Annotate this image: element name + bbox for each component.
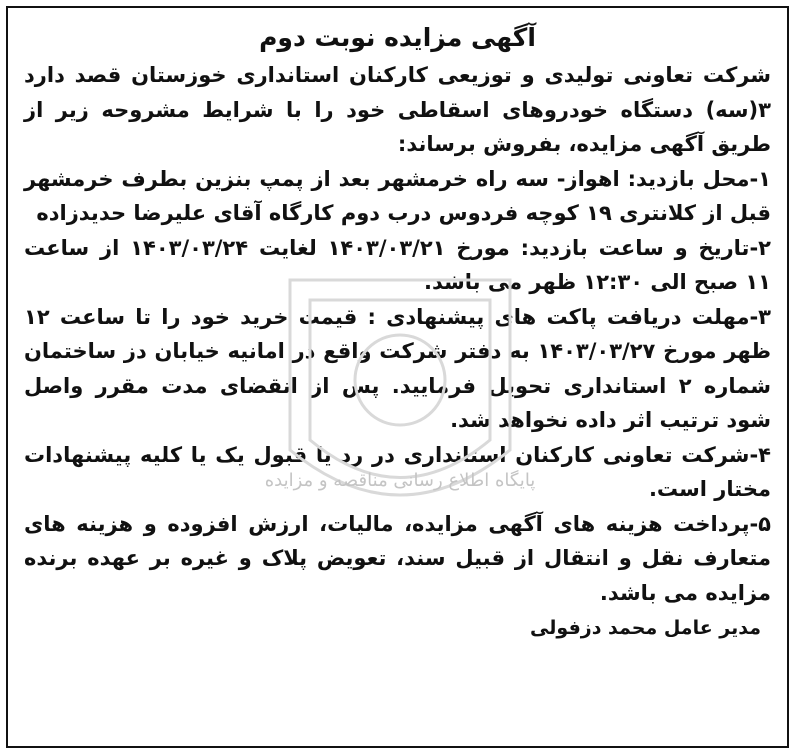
notice-item-1: ۱-محل بازدید: اهواز- سه راه خرمشهر بعد از پمپ بنزین بطرف خرمشهر قبل از کلانتری ۱۹ کوچه فردوس درب دوم کارگاه آقای علیرضا حدیدزاده <box>24 166 771 225</box>
notice-title: آگهی مزایده نوبت دوم <box>259 23 536 52</box>
notice-item-5: ۵-پرداخت هزینه های آگهی مزایده، مالیات، ارزش افزوده و هزینه های متعارف نقل و انتقال از قبیل سند، تعویض پلاک و غیره بر عهده برنده مزایده می باشد. <box>24 511 771 605</box>
notice-frame <box>6 6 789 748</box>
signature: مدیر عامل محمد دزفولی <box>530 617 761 639</box>
notice-item-3: ۳-مهلت دریافت پاکت های پیشنهادی : قیمت خرید خود را تا ساعت ۱۲ ظهر مورخ ۱۴۰۳/۰۳/۲۷ به دفتر شرکت واقع در امانیه خیابان دز ساختمان شماره ۲ استانداری تحویل فرمایید. پس از انقضای مدت مقرر واصل شود ترتیب اثر داده نخواهد شد. <box>24 304 771 432</box>
notice-intro: شرکت تعاونی تولیدی و توزیعی کارکنان استانداری خوزستان قصد دارد ۳(سه) دستگاه خودروهای اسقاطی خود را با شرایط مشروحه زیر از طریق آگهی مزایده، بفروش برساند: <box>24 63 771 156</box>
notice-body <box>24 20 771 644</box>
watermark-text: پایگاه اطلاع رسانی مناقصه و مزایده <box>264 470 536 491</box>
notice-item-2: ۲-تاریخ و ساعت بازدید: مورخ ۱۴۰۳/۰۳/۲۱ لغایت ۱۴۰۳/۰۳/۲۴ از ساعت ۱۱ صبح الی ۱۲:۳۰ ظهر می باشد. <box>24 235 771 294</box>
notice-item-4: ۴-شرکت تعاونی کارکنان استانداری در رد یا قبول یک یا کلیه پیشنهادات مختار است. <box>24 442 771 501</box>
